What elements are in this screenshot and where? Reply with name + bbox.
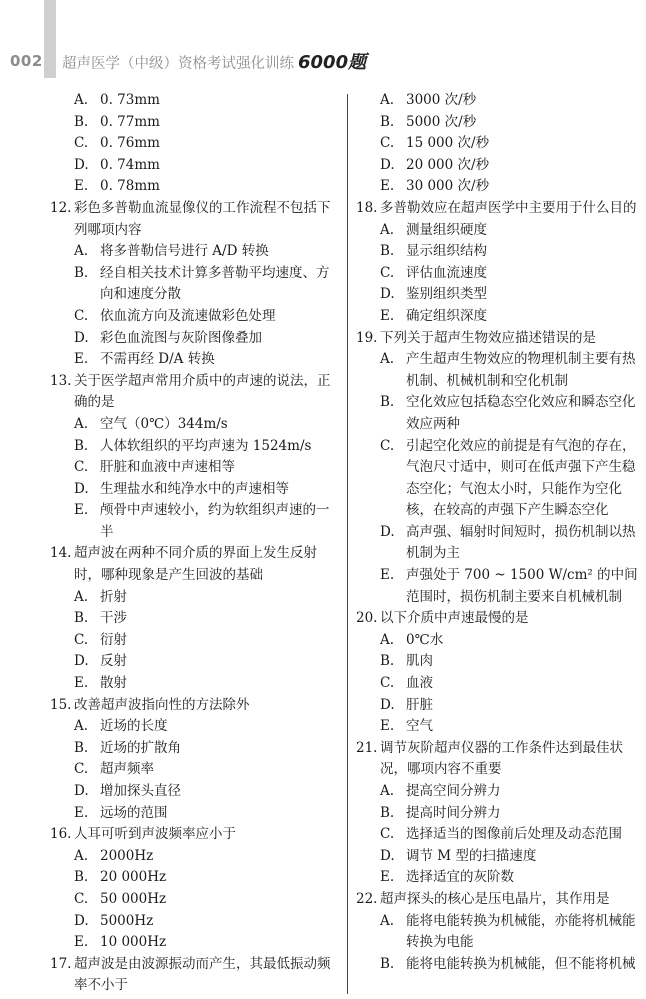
option-label: A.	[380, 912, 395, 929]
option-label: B.	[380, 804, 395, 821]
option-text: 不需再经 D/A 转换	[100, 351, 215, 368]
option-label: A.	[74, 243, 89, 260]
option-text: 人体软组织的平均声速为 1524m/s	[100, 437, 312, 454]
option-label: C.	[380, 826, 395, 843]
option-item	[50, 155, 342, 177]
option-item	[50, 500, 342, 543]
question-text: 超声波是由波源振动而产生，其最低振动频率不小于	[74, 955, 331, 994]
option-label: E.	[74, 351, 89, 368]
option-item	[50, 651, 342, 673]
option-label: B.	[380, 394, 395, 411]
option-item	[356, 112, 646, 134]
option-text: 干涉	[100, 610, 127, 627]
option-label: B.	[380, 243, 395, 260]
option-label: C.	[74, 761, 89, 778]
option-label: A.	[74, 847, 89, 864]
option-text: 确定组织深度	[406, 307, 487, 324]
option-label: C.	[74, 890, 89, 907]
option-label: D.	[380, 523, 395, 540]
option-text: 0℃水	[406, 631, 444, 648]
question-text: 人耳可听到声波频率应小于	[74, 826, 236, 843]
question-stem	[356, 608, 646, 630]
question-number: 21.	[356, 739, 378, 756]
option-label: C.	[74, 135, 89, 152]
page-header	[0, 50, 646, 74]
option-item	[50, 608, 342, 630]
option-item	[356, 349, 646, 392]
option-label: A.	[74, 588, 89, 605]
option-text: 提高空间分辨力	[406, 783, 501, 799]
question-text: 超声波在两种不同介质的界面上发生反射时，哪种现象是产生回波的基础	[74, 545, 317, 584]
question-stem	[356, 889, 646, 911]
option-label: C.	[380, 135, 395, 152]
question-text: 关于医学超声常用介质中的声速的说法，正确的是	[74, 372, 331, 411]
option-item	[50, 90, 342, 112]
option-label: A.	[380, 783, 395, 799]
option-text: 30 000 次/秒	[406, 178, 490, 195]
option-item	[50, 911, 342, 933]
option-label: B.	[74, 869, 89, 886]
option-item	[356, 673, 646, 695]
option-text: 反射	[100, 653, 127, 670]
column-divider	[347, 94, 348, 994]
question-stem	[356, 738, 646, 781]
question-stem	[356, 198, 646, 220]
option-item	[356, 846, 646, 868]
option-item	[50, 457, 342, 479]
question-number: 20.	[356, 610, 378, 627]
option-text: 近场的扩散角	[100, 739, 181, 756]
option-item	[356, 716, 646, 738]
question-number: 16.	[50, 826, 72, 843]
option-label: C.	[380, 264, 395, 281]
option-label: B.	[380, 955, 395, 972]
option-label: D.	[74, 653, 89, 670]
option-text: 50 000Hz	[100, 890, 167, 907]
option-item	[356, 954, 646, 976]
question-text: 改善超声波指向性的方法除外	[74, 696, 250, 713]
option-item	[356, 522, 646, 565]
option-item	[356, 176, 646, 198]
question-text: 多普勒效应在超声医学中主要用于什么目的	[380, 199, 637, 216]
option-text: 引起空化效应的前提是有气泡的存在，气泡尺寸适中，则可在低声强下产生稳态空化；气泡太小时，只能作为空化核，在较高的声强下产生瞬态空化	[406, 437, 636, 519]
option-text: 0. 76mm	[100, 135, 160, 152]
option-item	[50, 932, 342, 954]
option-label: C.	[74, 631, 89, 648]
option-item	[356, 392, 646, 435]
option-text: 空化效应包括稳态空化效应和瞬态空化效应两种	[406, 394, 636, 432]
option-item	[50, 241, 342, 263]
option-item	[356, 133, 646, 155]
option-label: D.	[74, 783, 89, 799]
question-number: 19.	[356, 329, 378, 346]
question-text: 下列关于超声生物效应描述错误的是	[380, 329, 596, 346]
book-title-count: 6000题	[298, 52, 367, 73]
option-text: 肝脏	[406, 696, 433, 713]
option-label: C.	[380, 675, 395, 692]
option-label: D.	[74, 156, 89, 173]
option-label: D.	[380, 696, 395, 713]
option-item	[356, 241, 646, 263]
option-text: 鉴别组织类型	[406, 286, 487, 303]
question-number: 13.	[50, 372, 72, 389]
question-text: 调节灰阶超声仪器的工作条件达到最佳状况，哪项内容不重要	[380, 739, 623, 778]
option-item	[50, 716, 342, 738]
option-item	[50, 738, 342, 760]
option-text: 20 000 次/秒	[406, 156, 490, 173]
question-stem	[50, 543, 342, 586]
option-text: 20 000Hz	[100, 869, 167, 886]
option-text: 0. 74mm	[100, 156, 160, 173]
option-label: C.	[380, 437, 395, 454]
option-text: 2000Hz	[100, 847, 154, 864]
option-text: 10 000Hz	[100, 934, 167, 951]
option-label: C.	[74, 307, 89, 324]
question-stem	[50, 954, 342, 997]
option-label: A.	[380, 221, 395, 238]
option-item	[356, 867, 646, 889]
option-item	[356, 781, 646, 803]
option-text: 折射	[100, 588, 127, 605]
option-text: 0. 73mm	[100, 92, 160, 108]
option-item	[50, 349, 342, 371]
option-text: 能将电能转换为机械能，但不能将机械	[406, 955, 636, 972]
option-text: 颅骨中声速较小，约为软组织声速的一半	[100, 502, 330, 540]
option-item	[356, 803, 646, 825]
option-text: 高声强、辐射时间短时，损伤机制以热机制为主	[406, 523, 636, 562]
option-text: 散射	[100, 675, 127, 692]
option-label: C.	[74, 459, 89, 476]
option-item	[50, 328, 342, 350]
option-text: 15 000 次/秒	[406, 135, 490, 152]
option-item	[356, 565, 646, 608]
option-text: 声强处于 700 ~ 1500 W/cm² 的中间范围时，损伤机制主要来自机械机制	[406, 567, 638, 605]
question-text: 彩色多普勒血流显像仪的工作流程不包括下列哪项内容	[74, 199, 331, 238]
option-text: 选择适当的图像前后处理及动态范围	[406, 826, 622, 843]
option-text: 显示组织结构	[406, 243, 487, 260]
option-text: 5000Hz	[100, 912, 154, 929]
question-text: 超声探头的核心是压电晶片，其作用是	[380, 890, 610, 907]
option-item	[356, 911, 646, 954]
option-text: 0. 77mm	[100, 113, 160, 130]
option-text: 肝脏和血液中声速相等	[100, 459, 235, 476]
option-label: A.	[380, 351, 395, 368]
option-label: E.	[380, 869, 395, 886]
option-item	[50, 759, 342, 781]
option-text: 远场的范围	[100, 804, 168, 821]
option-label: A.	[74, 415, 89, 432]
option-label: E.	[74, 502, 89, 519]
option-item	[356, 695, 646, 717]
option-text: 选择适宜的灰阶数	[406, 869, 514, 886]
option-text: 5000 次/秒	[406, 113, 477, 130]
option-item	[356, 263, 646, 285]
option-label: A.	[74, 92, 89, 108]
question-stem	[50, 695, 342, 717]
option-text: 提高时间分辨力	[406, 804, 501, 821]
option-label: E.	[380, 567, 395, 584]
option-label: B.	[74, 739, 89, 756]
option-label: E.	[74, 675, 89, 692]
question-number: 22.	[356, 890, 378, 907]
option-item	[356, 436, 646, 522]
option-item	[50, 803, 342, 825]
option-label: A.	[74, 718, 89, 735]
option-item	[50, 867, 342, 889]
option-item	[50, 587, 342, 609]
question-number: 12.	[50, 199, 72, 216]
option-text: 血液	[406, 675, 433, 692]
option-text: 依血流方向及流速做彩色处理	[100, 307, 276, 324]
option-text: 空气	[406, 718, 433, 735]
option-item	[356, 651, 646, 673]
page-number: 002	[10, 52, 43, 70]
option-label: E.	[380, 178, 395, 195]
option-item	[50, 263, 342, 306]
option-label: E.	[380, 307, 395, 324]
option-item	[50, 112, 342, 134]
question-number: 17.	[50, 955, 72, 972]
option-text: 3000 次/秒	[406, 92, 477, 108]
option-text: 衍射	[100, 631, 127, 648]
option-label: B.	[380, 653, 395, 670]
option-label: B.	[380, 113, 395, 130]
option-item	[356, 155, 646, 177]
option-label: B.	[74, 437, 89, 454]
option-item	[356, 90, 646, 112]
option-text: 肌肉	[406, 653, 433, 670]
question-text: 以下介质中声速最慢的是	[380, 610, 529, 627]
option-item	[356, 306, 646, 328]
option-text: 彩色血流图与灰阶图像叠加	[100, 329, 262, 346]
option-text: 能将电能转换为机械能，亦能将机械能转换为电能	[406, 912, 636, 951]
left-column	[50, 90, 342, 997]
option-label: D.	[380, 156, 395, 173]
question-number: 18.	[356, 199, 378, 216]
option-item	[50, 414, 342, 436]
option-item	[356, 824, 646, 846]
option-item	[50, 781, 342, 803]
book-title: 超声医学（中级）资格考试强化训练	[62, 56, 294, 72]
option-item	[356, 284, 646, 306]
option-text: 评估血流速度	[406, 264, 487, 281]
option-label: E.	[74, 178, 89, 195]
option-item	[356, 220, 646, 242]
option-text: 空气（0℃）344m/s	[100, 415, 228, 432]
option-item	[50, 673, 342, 695]
option-label: B.	[74, 113, 89, 130]
question-stem	[50, 824, 342, 846]
question-number: 14.	[50, 545, 72, 562]
option-item	[50, 176, 342, 198]
option-label: D.	[74, 912, 89, 929]
option-text: 增加探头直径	[100, 783, 181, 799]
option-item	[356, 630, 646, 652]
option-label: D.	[380, 847, 395, 864]
option-item	[50, 479, 342, 501]
option-label: B.	[74, 610, 89, 627]
option-text: 将多普勒信号进行 A/D 转换	[100, 243, 269, 260]
option-text: 产生超声生物效应的物理机制主要有热机制、机械机制和空化机制	[406, 351, 636, 389]
option-label: D.	[74, 329, 89, 346]
option-label: A.	[380, 92, 395, 108]
option-item	[50, 133, 342, 155]
option-item	[50, 436, 342, 458]
option-item	[50, 630, 342, 652]
option-text: 调节 M 型的扫描速度	[406, 847, 537, 864]
option-text: 近场的长度	[100, 718, 168, 735]
option-label: E.	[74, 804, 89, 821]
option-label: B.	[74, 264, 89, 281]
question-number: 15.	[50, 696, 72, 713]
option-label: A.	[380, 631, 395, 648]
option-label: E.	[380, 718, 395, 735]
option-item	[50, 846, 342, 868]
right-column	[356, 90, 646, 975]
question-stem	[50, 198, 342, 241]
option-label: D.	[380, 286, 395, 303]
option-text: 测量组织硬度	[406, 221, 487, 238]
option-text: 0. 78mm	[100, 178, 160, 195]
option-text: 生理盐水和纯净水中的声速相等	[100, 480, 289, 497]
option-text: 超声频率	[100, 761, 154, 778]
option-item	[50, 306, 342, 328]
option-label: E.	[74, 934, 89, 951]
option-label: D.	[74, 480, 89, 497]
option-text: 经自相关技术计算多普勒平均速度、方向和速度分散	[100, 264, 330, 303]
question-stem	[50, 371, 342, 414]
question-stem	[356, 328, 646, 350]
option-item	[50, 889, 342, 911]
